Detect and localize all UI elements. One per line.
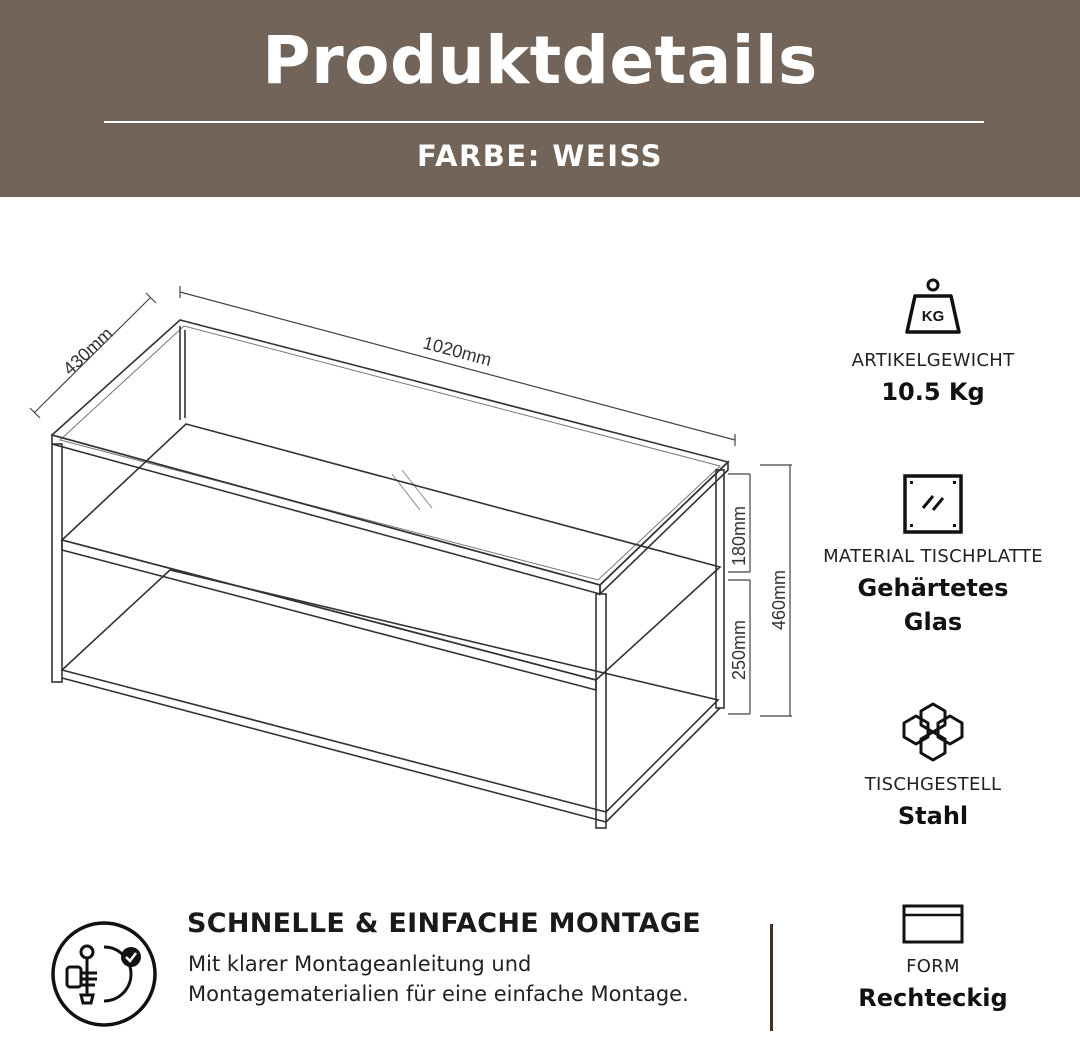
middle-shelf — [62, 424, 720, 690]
svg-text:KG: KG — [921, 308, 945, 325]
dimension-bottom-gap: 250mm — [729, 619, 749, 680]
assembly-tools-icon — [49, 919, 159, 1029]
steel-frame-icon — [898, 700, 968, 764]
spec-frame — [783, 700, 1080, 833]
header-banner — [0, 0, 1080, 197]
bottom-frame — [62, 570, 720, 822]
color-subtitle: FARBE: WEISS — [417, 139, 663, 173]
dimension-width: 1020mm — [420, 332, 494, 370]
spec-tabletop-material — [783, 472, 1080, 639]
section-divider — [770, 924, 773, 1031]
spec-weight-value: 10.5 Kg — [881, 378, 985, 406]
assembly-description: Mit klarer Montageanleitung und Montagematerialien für eine einfache Montage. — [188, 952, 689, 1006]
spec-frame-label: TISCHGESTELL — [864, 774, 1002, 795]
spec-material-label: MATERIAL TISCHPLATTE — [823, 546, 1043, 567]
header-divider — [104, 121, 984, 123]
page-title: Produktdetails — [262, 22, 818, 99]
weight-kg-icon — [901, 276, 965, 340]
dimension-height: 460mm — [769, 569, 789, 630]
dimension-top-gap: 180mm — [729, 505, 749, 566]
spec-material-value: Gehärtetes Glas — [857, 574, 1009, 636]
spec-weight — [783, 276, 1080, 409]
spec-weight-label: ARTIKELGEWICHT — [851, 350, 1015, 371]
spec-shape-label: FORM — [906, 956, 960, 977]
dimension-depth: 430mm — [59, 323, 117, 379]
glass-pane-icon — [901, 472, 965, 536]
table-technical-drawing — [0, 197, 800, 897]
table-top-rim — [52, 320, 728, 594]
assembly-title: SCHNELLE & EINFACHE MONTAGE — [187, 908, 702, 939]
rectangle-shape-icon — [901, 902, 965, 946]
spec-shape — [783, 902, 1080, 1015]
spec-shape-value: Rechteckig — [858, 984, 1008, 1012]
spec-frame-value: Stahl — [897, 802, 969, 830]
